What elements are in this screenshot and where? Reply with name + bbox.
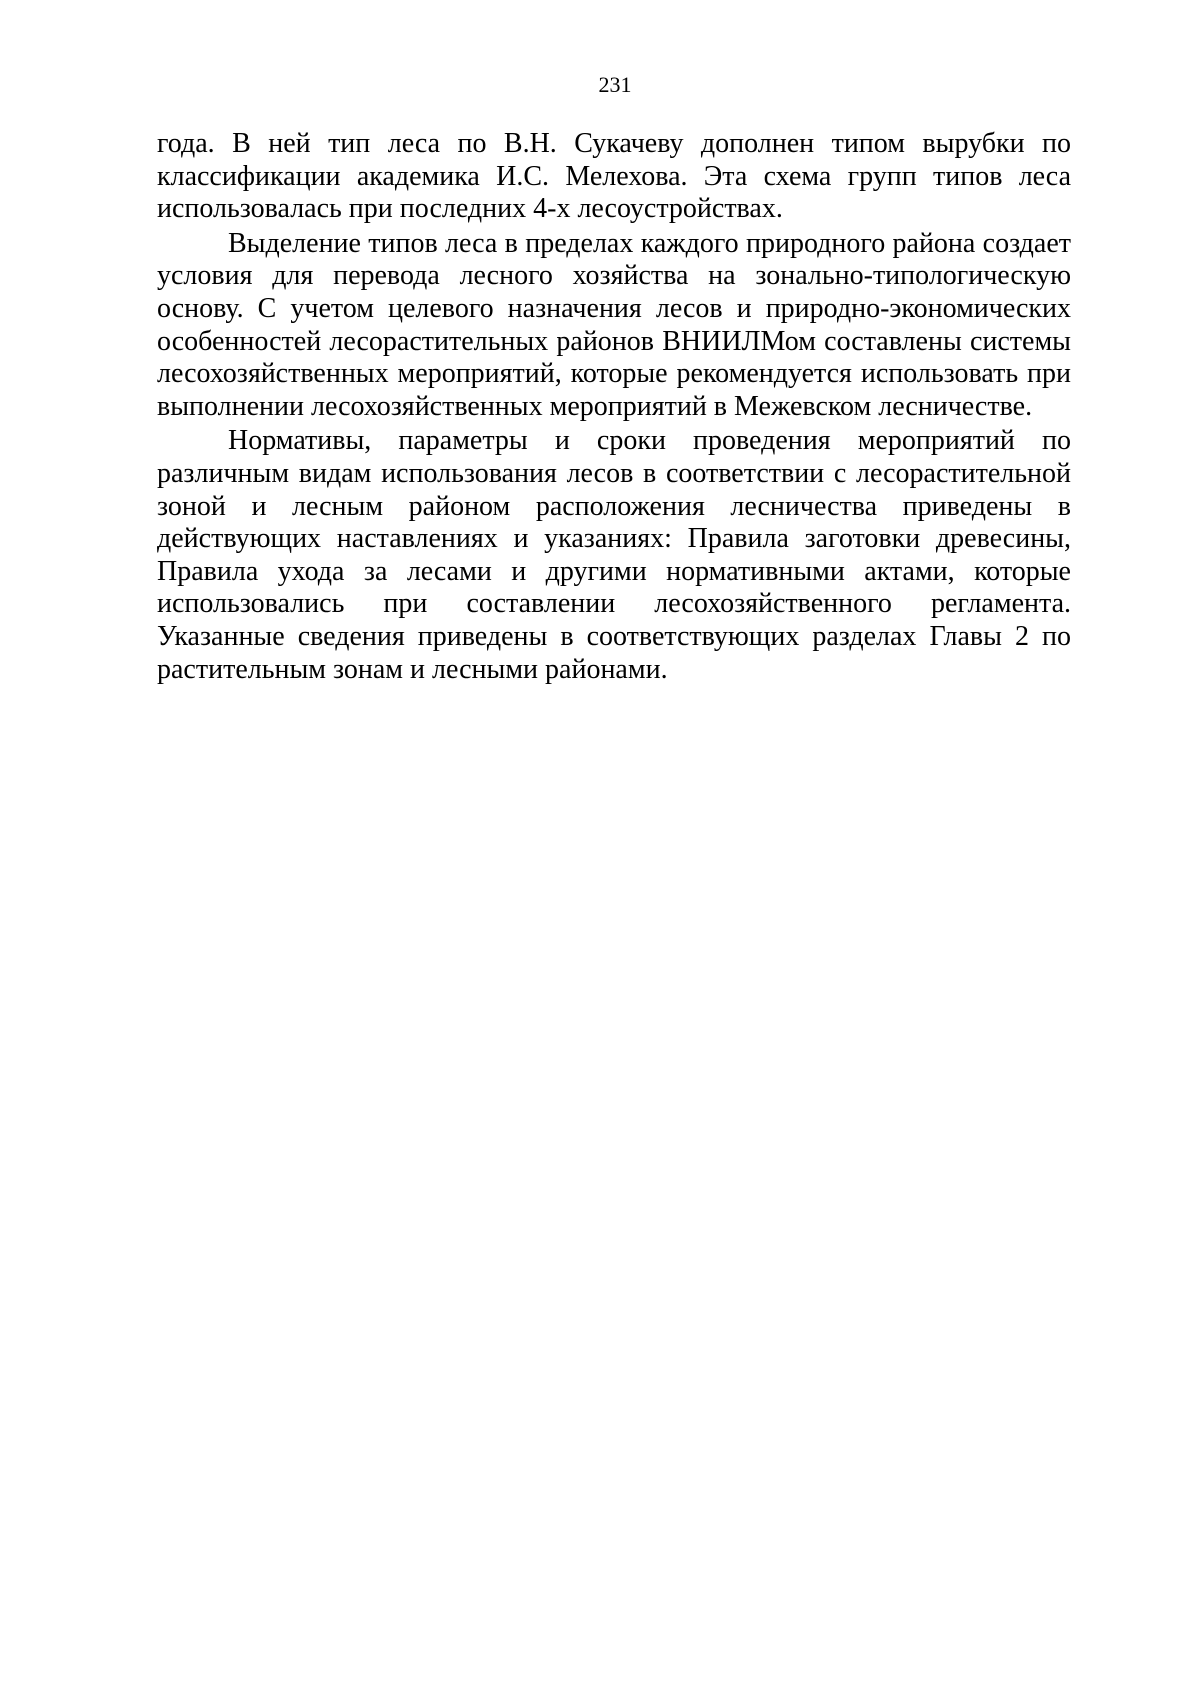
paragraph-regulations: Нормативы, параметры и сроки проведения мероприятий по различным видам использования лесов в соответствии с лесорастительной зоной и лесным районом расположения лесничества приведены в действующих наставлениях и указаниях: Правила заготовки древесины, Правила ухода за лесами и другими нормативными актами, которые использовались при составлении лесохозяйственного регламента. Указанные сведения приведены в соответствующих разделах Главы 2 по растительным зонам и лесными районами. (157, 425, 1071, 685)
body-text (157, 128, 1071, 686)
page-number: 231 (598, 72, 632, 97)
paragraph-continuation: года. В ней тип леса по В.Н. Сукачеву дополнен типом вырубки по классификации академика И.С. Мелехова. Эта схема групп типов леса использовалась при последних 4-х лесоустройствах. (157, 128, 1071, 225)
paragraph-forest-types: Выделение типов леса в пределах каждого природного района создает условия для перевода лесного хозяйства на зонально-типологическую основу. С учетом целевого назначения лесов и природно-экономических особенностей лесорастительных районов ВНИИЛМом составлены системы лесохозяйственных мероприятий, которые рекомендуется использовать при выполнении лесохозяйственных мероприятий в Межевском лесничестве. (157, 227, 1071, 422)
